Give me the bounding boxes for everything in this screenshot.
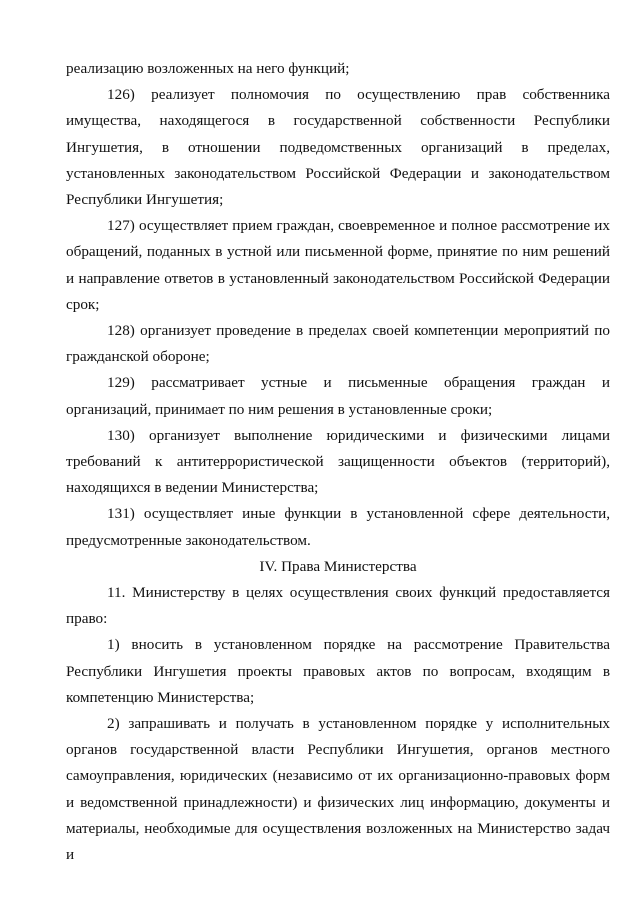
item-number: 131) (107, 505, 135, 523)
right-item-2 (66, 711, 610, 868)
right-item-1 (66, 632, 610, 711)
item-text: осуществляет прием граждан, своевременное и полное рассмотрение их обращений, поданных в устной или письменной форме, принятие по ним решений и направление ответов в установленный законодательством Российской Федерации срок; (66, 217, 610, 313)
item-number: 130) (107, 426, 135, 444)
item-number: 128) (107, 322, 135, 340)
list-item-127 (66, 213, 610, 318)
document-page (66, 56, 610, 868)
item-number: 129) (107, 374, 135, 392)
item-text: организует выполнение юридическими и физическими лицами требований к антитеррористической защищенности объектов (территорий), находящихся в ведении Министерства; (66, 426, 611, 497)
item-number: 1) (107, 636, 120, 654)
item-text: осуществляет иные функции в установленной сфере деятельности, предусмотренные законодательством. (66, 505, 611, 549)
item-text: рассматривает устные и письменные обращения граждан и организаций, принимает по ним решения в установленные сроки; (66, 374, 611, 418)
list-item-129 (66, 370, 610, 422)
item-text: запрашивать и получать в установленном порядке у исполнительных органов государственной власти Республики Ингушетия, органов местного самоуправления, юридических (независимо от их организационно-правовых форм и ведомственной принадлежности) и физических лиц информацию, документы и материалы, необходимые для осуществления возложенных на Министерство задач и (66, 715, 610, 864)
list-item-126 (66, 82, 610, 213)
item-number: 2) (107, 715, 120, 733)
list-item-128 (66, 318, 610, 370)
section-heading: IV. Права Министерства (259, 557, 417, 575)
continuation-paragraph: реализацию возложенных на него функций; (66, 60, 350, 77)
item-number: 127) (107, 217, 135, 235)
list-item-131 (66, 501, 610, 553)
item-text: вносить в установленном порядке на рассмотрение Правительства Республики Ингушетия проекты правовых актов по вопросам, входящим в компетенцию Министерства; (66, 636, 610, 706)
list-item-130 (66, 423, 610, 502)
item-text: организует проведение в пределах своей компетенции мероприятий по гражданской обороне; (66, 322, 610, 366)
clause-11: 11. Министерству в целях осуществления своих функций предоставляется право: (66, 584, 610, 628)
item-number: 126) (107, 86, 135, 104)
item-text: реализует полномочия по осуществлению прав собственника имущества, находящегося в государственной собственности Республики Ингушетия, в отношении подведомственных организаций в пределах, установленных законодательством Российской Федерации и законодательством Республики Ингушетия; (66, 86, 611, 209)
